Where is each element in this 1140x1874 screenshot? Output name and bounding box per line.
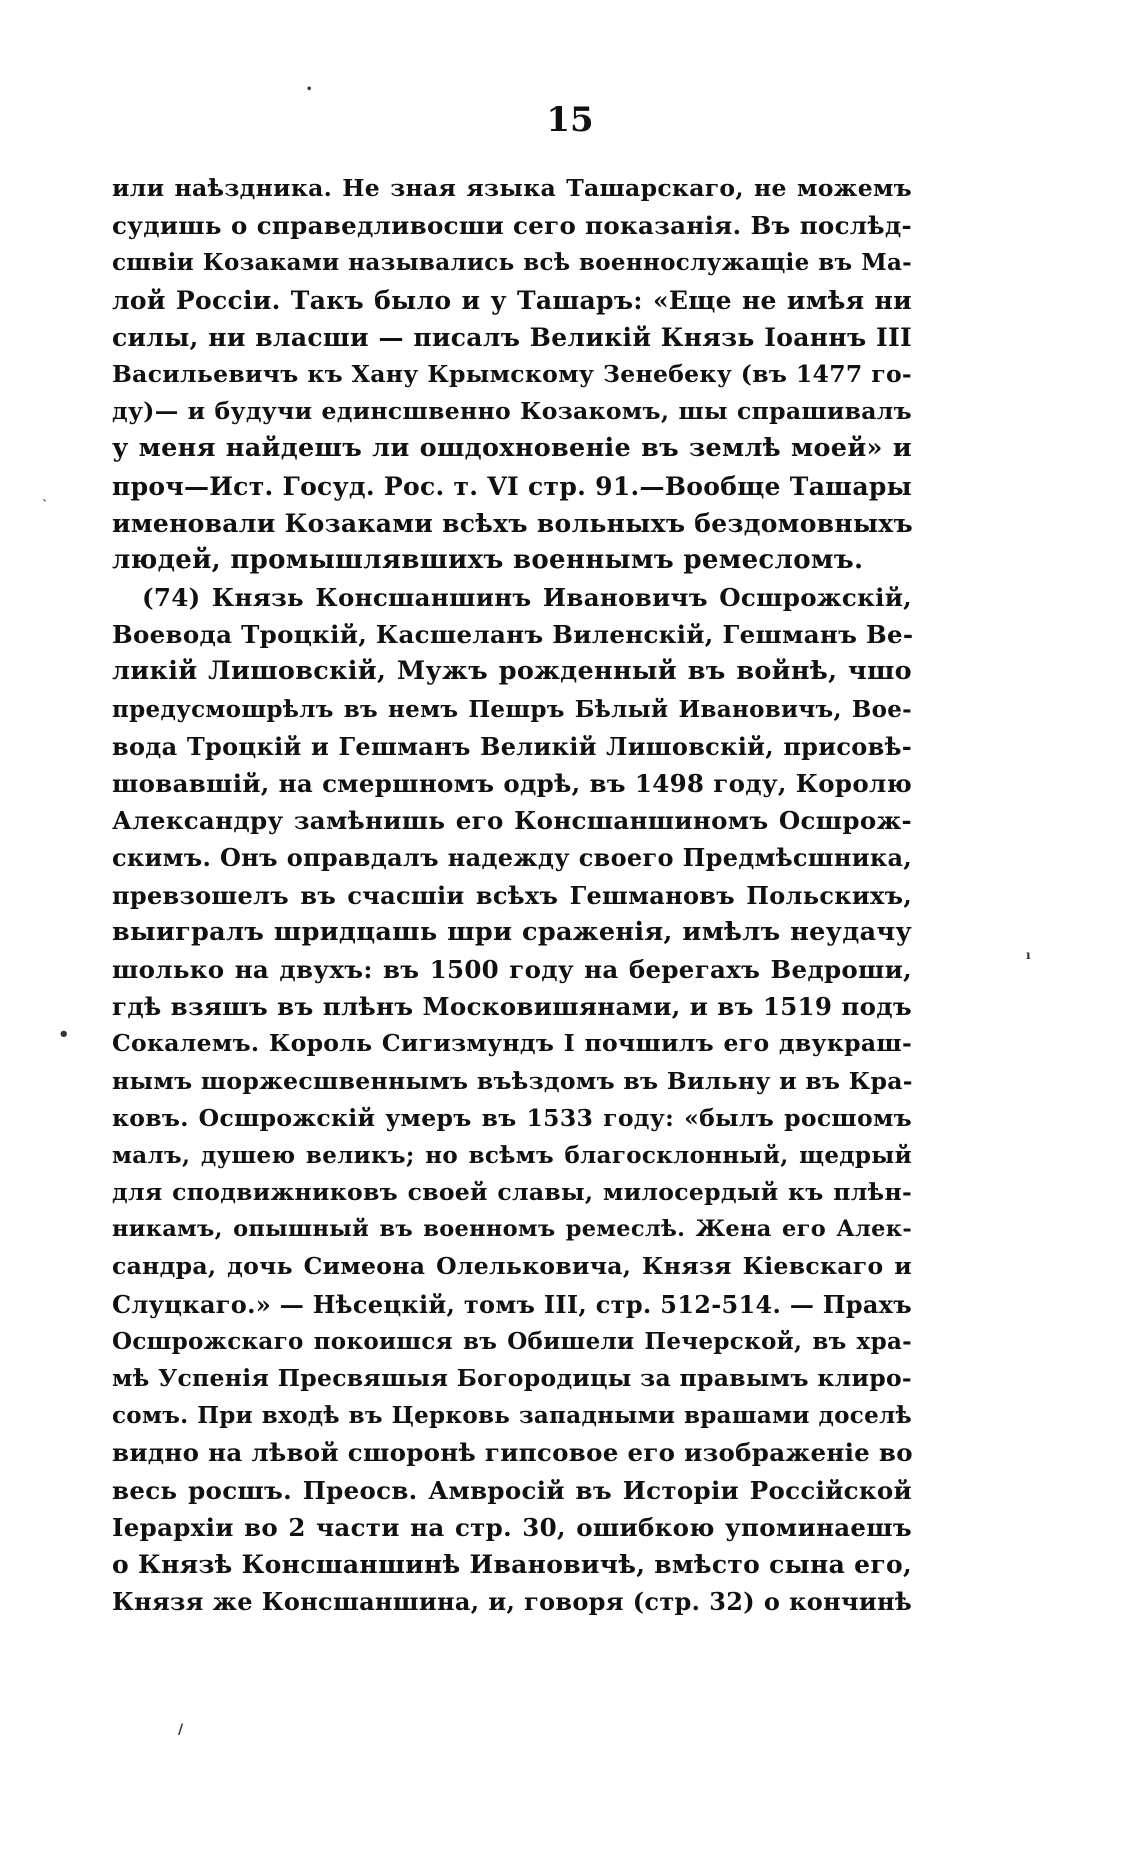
text-line: ду)— и будучи единсшвенно Козакомъ, шы спрашивалъ	[112, 397, 912, 426]
page-number: 15	[546, 100, 594, 140]
text-line: никамъ, опышный въ военномъ ремеслѣ. Жена его Алек-	[112, 1216, 912, 1243]
text-line: (74) Князь Консшаншинъ Ивановичъ Осшрожскій,	[142, 583, 912, 613]
text-line: Осшрожскаго покоишся въ Обишели Печерской, въ хра-	[112, 1327, 912, 1355]
text-line: ковъ. Осшрожскій умеръ въ 1533 году: «былъ росшомъ	[112, 1103, 912, 1132]
text-line: для сподвижниковъ своей славы, милосердый къ плѣн-	[112, 1178, 912, 1207]
text-line: мѣ Успенія Пресвяшыя Богородицы за правымъ клиро-	[112, 1364, 912, 1392]
text-line: ликій Лишовскій, Мужъ рожденный въ войнѣ, чшо	[112, 656, 912, 687]
text-line: сомъ. При входѣ въ Церковь западными врашами доселѣ	[112, 1402, 912, 1430]
print-speck: •	[306, 84, 313, 95]
text-line: или наѣздника. Не зная языка Ташарскаго, не можемъ	[112, 174, 912, 202]
text-line: превзошелъ въ счасшіи всѣхъ Гешмановъ Польскихъ,	[112, 880, 912, 910]
print-speck: ı	[1026, 948, 1031, 962]
text-line: о Князѣ Консшаншинѣ Ивановичѣ, вмѣсто сына его,	[112, 1549, 912, 1579]
text-line: весь росшъ. Преосв. Амвросій въ Исторіи Россійской	[112, 1475, 912, 1505]
text-line: именовали Козаками всѣхъ вольныхъ бездомовныхъ	[112, 508, 913, 538]
print-speck: •	[58, 1024, 70, 1045]
text-line: видно на лѣвой сшоронѣ гипсовое его изображеніе во	[112, 1438, 913, 1468]
text-line: людей, промышлявшихъ военнымъ ремесломъ.	[112, 544, 864, 575]
text-line: сшвіи Козаками назывались всѣ военнослужащіе въ Ма-	[112, 249, 912, 277]
text-line: лой Россіи. Такъ было и у Ташаръ: «Еще не имѣя ни	[112, 285, 912, 315]
text-line: Іерархіи во 2 части на стр. 30, ошибкою упоминаешъ	[112, 1512, 912, 1542]
text-line: гдѣ взяшъ въ плѣнъ Московишянами, и въ 1519 подъ	[112, 992, 912, 1022]
text-line: сандра, дочь Симеона Олельковича, Князя Кіевскаго и	[112, 1252, 912, 1281]
text-line: нымъ шоржесшвеннымъ въѣздомъ въ Вильну и въ Кра-	[112, 1066, 913, 1095]
text-line: Васильевичъ къ Хану Крымскому Зенебеку (въ 1477 го-	[112, 359, 912, 388]
text-line: у меня найдешъ ли ошдохновеніе въ землѣ моей» и	[112, 433, 912, 464]
body-text	[112, 170, 912, 1620]
text-line: скимъ. Онъ оправдалъ надежду своего Предмѣсшника,	[112, 843, 912, 873]
text-line: Александру замѣнишь его Консшаншиномъ Осшрож-	[112, 806, 912, 836]
text-line: Слуцкаго.» — Нѣсецкій, томъ III, стр. 512-514. — Прахъ	[112, 1289, 912, 1319]
text-line: предусмошрѣлъ въ немъ Пешръ Бѣлый Ивановичъ, Вое-	[112, 695, 912, 723]
text-line: шолько на двухъ: въ 1500 году на берегахъ Ведроши,	[112, 954, 912, 984]
text-line: вода Троцкій и Гешманъ Великій Лишовскій, присовѣ-	[112, 731, 912, 761]
text-line: судишь о справедливосши сего показанія. Въ послѣд-	[112, 211, 912, 241]
text-line: Воевода Троцкій, Касшеланъ Виленскій, Гешманъ Ве-	[112, 620, 914, 650]
text-line: выигралъ шридцашь шри сраженія, имѣлъ неудачу	[112, 916, 912, 947]
text-line: силы, ни власши — писалъ Великій Князь Іоаннъ III	[112, 322, 912, 352]
print-speck: ˋ	[42, 498, 48, 512]
text-line: проч—Ист. Госуд. Рос. т. VI стр. 91.—Вообще Ташары	[112, 471, 912, 501]
text-line: шовавшій, на смершномъ одрѣ, въ 1498 году, Королю	[112, 769, 912, 798]
text-line: Князя же Консшаншина, и, говоря (стр. 32) о кончинѣ	[112, 1587, 912, 1617]
text-line: малъ, душею великъ; но всѣмъ благосклонный, щедрый	[112, 1141, 912, 1169]
text-line: Сокалемъ. Король Сигизмундъ I почшилъ его двукраш-	[112, 1029, 912, 1058]
print-speck: /	[178, 1722, 184, 1738]
